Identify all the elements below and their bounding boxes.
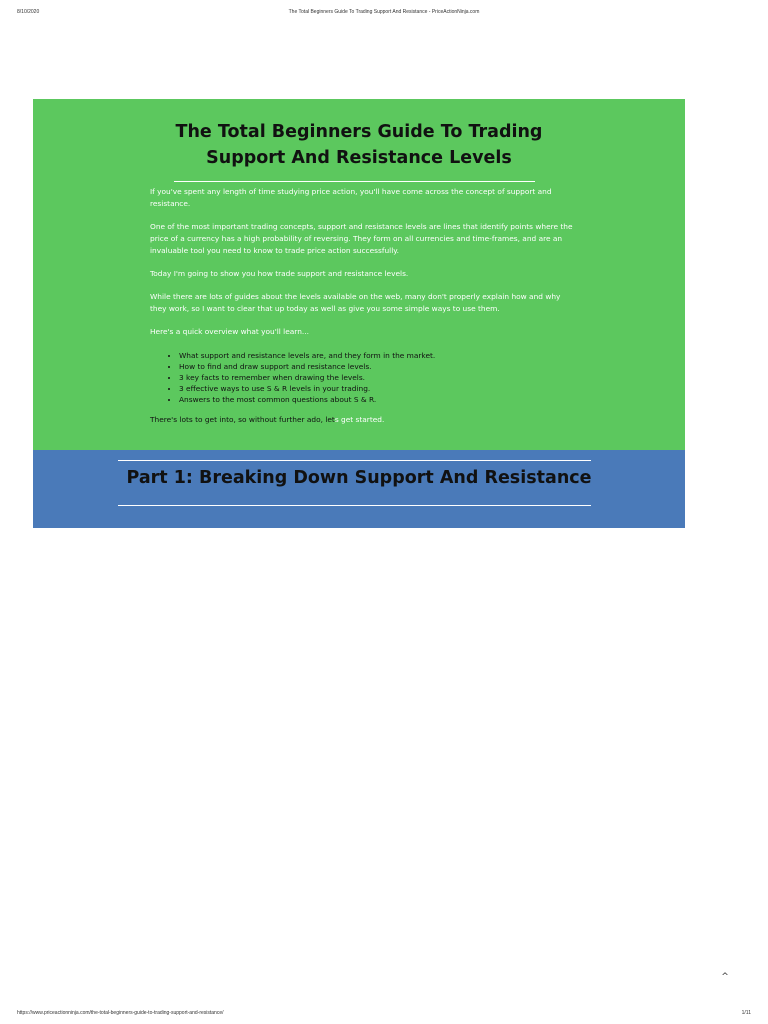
article-title-line-2: Support And Resistance Levels	[206, 148, 512, 168]
overview-list	[150, 350, 577, 405]
part-1-heading: Part 1: Breaking Down Support And Resistance	[126, 468, 592, 488]
get-started-link[interactable]: s get started.	[334, 414, 385, 424]
list-item: • What support and resistance levels are, and they form in the market.	[179, 350, 577, 361]
article-title-line-1: The Total Beginners Guide To Trading	[175, 122, 543, 142]
list-item: • 3 key facts to remember when drawing the levels.	[179, 372, 577, 383]
section-divider-bottom	[118, 505, 591, 506]
intro-paragraph: Today I'm going to show you how trade support and resistance levels.	[150, 268, 409, 278]
print-page-number: 1/11	[741, 1010, 751, 1016]
intro-content	[150, 186, 577, 437]
article-title	[33, 119, 685, 171]
print-date: 8/10/2020	[17, 9, 40, 15]
intro-section	[33, 99, 685, 450]
intro-paragraph: Here's a quick overview what you'll learn...	[150, 327, 309, 337]
list-item: • How to find and draw support and resistance levels.	[179, 361, 577, 372]
scroll-to-top-icon[interactable]: ^	[721, 972, 729, 982]
intro-paragraph: One of the most important trading concepts, support and resistance levels are lines that identify points where the price of a currency has a high probability of reversing. They form on all currencies and time-frames, and are an invaluable tool you need to know to trade price action successfully.	[150, 222, 573, 255]
print-footer	[0, 1010, 768, 1020]
closing-text: There's lots to get into, so without further ado, let	[150, 414, 335, 424]
intro-paragraph: While there are lots of guides about the levels available on the web, many don't properly explain how and why they work, so I want to clear that up today as well as give you some simple ways to use them.	[150, 292, 561, 313]
closing-paragraph	[150, 414, 577, 426]
print-header	[0, 9, 768, 19]
intro-paragraph: If you've spent any length of time studying price action, you'll have come across the concept of support and resistance.	[150, 187, 552, 208]
section-divider-top	[118, 460, 591, 461]
title-divider	[174, 181, 535, 182]
list-item: • 3 effective ways to use S & R levels in your trading.	[179, 383, 577, 394]
part-1-section	[33, 450, 685, 528]
print-document-title: The Total Beginners Guide To Trading Support And Resistance - PriceActionNinja.com	[288, 9, 480, 15]
print-page-url: https://www.priceactionninja.com/the-total-beginners-guide-to-trading-support-and-resistance/	[17, 1010, 224, 1016]
list-item: • Answers to the most common questions about S & R.	[179, 394, 577, 405]
